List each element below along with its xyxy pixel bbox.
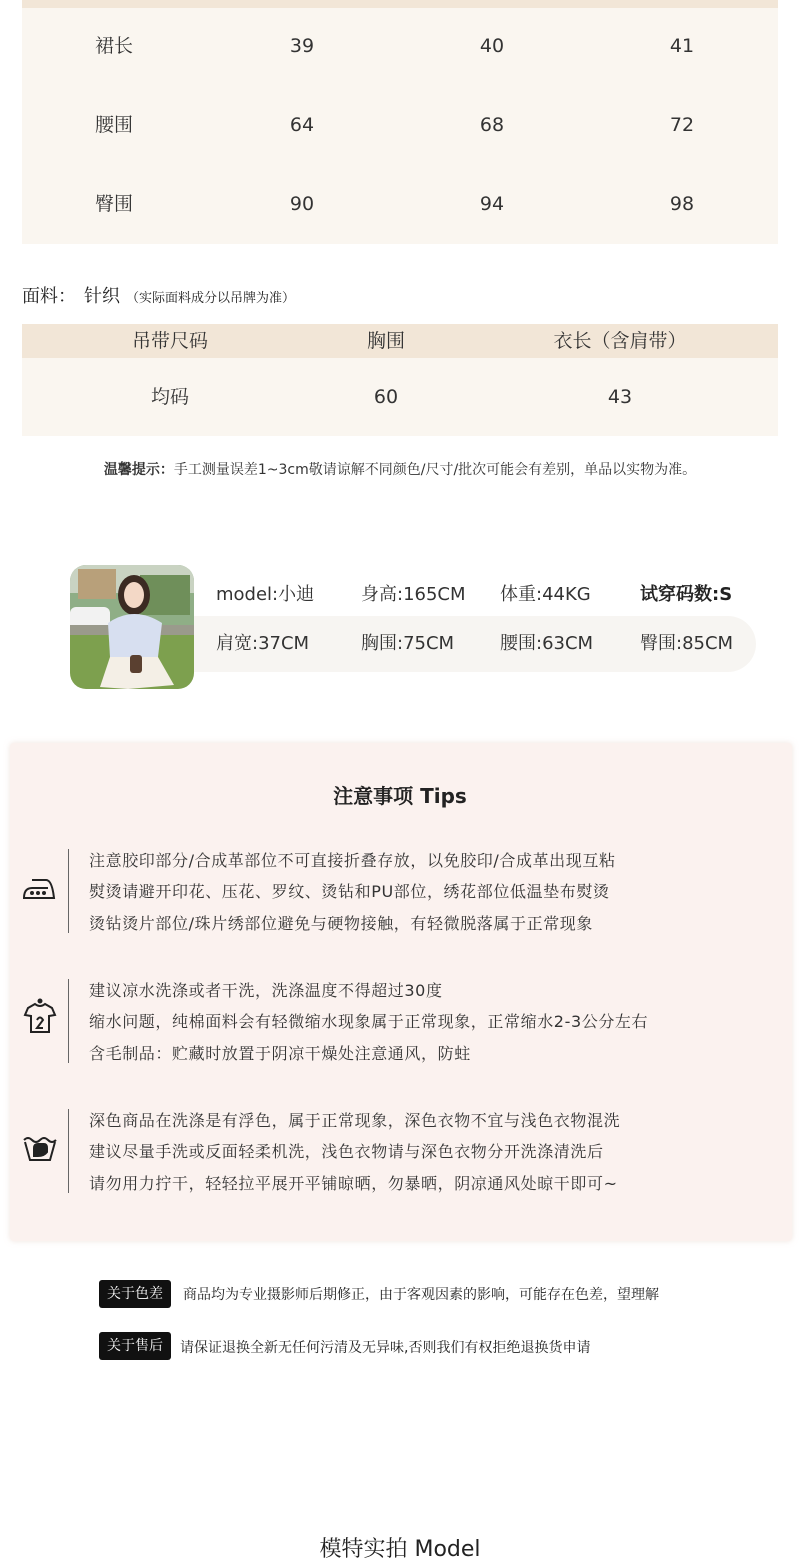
model-name: model:小迪 [216, 584, 315, 605]
table-cell: 均码 [150, 386, 189, 408]
strap-table-header [22, 324, 778, 358]
table-cell: 68 [479, 114, 505, 136]
model-chest: 胸围:75CM [361, 633, 455, 654]
model-size: 试穿码数:S [640, 584, 733, 605]
fabric-info [22, 283, 295, 311]
model-photo [70, 565, 194, 689]
next-section-title: 模特实拍 Model [319, 1537, 481, 1562]
model-shoulder: 肩宽:37CM [216, 633, 310, 654]
fabric-value: 针织 [84, 286, 120, 307]
tip-text: 缩水问题，纯棉面料会有轻微缩水现象属于正常现象，正常缩水2-3公分左右 [89, 1012, 649, 1031]
size-table [22, 8, 778, 244]
fabric-label: 面料： [22, 286, 76, 307]
tip-divider [68, 849, 69, 933]
strap-table-row [22, 358, 778, 436]
table-cell: 40 [479, 35, 505, 57]
after-sales-badge: 关于售后 [99, 1332, 171, 1360]
hand-wash-icon [20, 1126, 60, 1166]
hint-text: 手工测量误差1~3cm敬请谅解不同颜色/尺寸/批次可能会有差别，单品以实物为准。 [173, 462, 697, 478]
column-header: 衣长（含肩带） [553, 330, 687, 352]
size-table-header-strip [22, 0, 778, 8]
fabric-note: （实际面料成分以吊牌为准） [126, 291, 296, 306]
iron-icon [20, 868, 60, 908]
tip-divider [68, 1109, 69, 1193]
row-label: 腰围 [94, 114, 133, 136]
measurement-hint [0, 459, 800, 479]
table-cell: 64 [289, 114, 315, 136]
tips-title: 注意事项 Tips [333, 784, 467, 808]
tip-text: 建议凉水洗涤或者干洗，洗涤温度不得超过30度 [89, 981, 443, 1000]
tip-text: 含毛制品：贮藏时放置于阴凉干燥处注意通风，防蛀 [89, 1044, 471, 1063]
tip-text: 深色商品在洗涤是有浮色，属于正常现象，深色衣物不宜与浅色衣物混洗 [89, 1111, 621, 1130]
table-row [22, 105, 778, 145]
column-header: 吊带尺码 [131, 330, 208, 352]
tip-text: 烫钻烫片部位/珠片绣部位避免与硬物接触，有轻微脱落属于正常现象 [89, 914, 593, 933]
table-cell: 72 [669, 114, 695, 136]
model-hip: 臀围:85CM [640, 633, 734, 654]
model-weight: 体重:44KG [500, 584, 591, 605]
table-cell: 41 [669, 35, 695, 57]
table-cell: 94 [479, 193, 505, 215]
table-cell: 43 [607, 386, 633, 408]
row-label: 臀围 [94, 193, 133, 215]
table-cell: 39 [289, 35, 315, 57]
table-cell: 60 [373, 386, 399, 408]
model-card [70, 565, 760, 690]
garment-care-icon [20, 998, 60, 1038]
after-sales-text: 请保证退换全新无任何污清及无异味,否则我们有权拒绝退换货申请 [180, 1340, 591, 1356]
table-row [22, 184, 778, 224]
tip-text: 注意胶印部分/合成革部位不可直接折叠存放，以免胶印/合成革出现互粘 [89, 851, 616, 870]
color-difference-badge: 关于色差 [99, 1280, 171, 1308]
tip-text: 请勿用力拧干，轻轻拉平展开平铺晾晒，勿暴晒，阴凉通风处晾干即可~ [89, 1174, 618, 1193]
tip-text: 熨烫请避开印花、压花、罗纹、烫钻和PU部位，绣花部位低温垫布熨烫 [89, 882, 610, 901]
table-row [22, 26, 778, 66]
table-cell: 90 [289, 193, 315, 215]
hint-label: 温馨提示： [103, 462, 174, 478]
color-difference-text: 商品均为专业摄影师后期修正，由于客观因素的影响，可能存在色差，望理解 [183, 1287, 659, 1303]
tip-divider [68, 979, 69, 1063]
row-label: 裙长 [94, 35, 133, 57]
model-waist: 腰围:63CM [500, 633, 594, 654]
column-header: 胸围 [366, 330, 405, 352]
table-cell: 98 [669, 193, 695, 215]
model-height: 身高:165CM [361, 584, 466, 605]
tip-text: 建议尽量手洗或反面轻柔机洗，浅色衣物请与深色衣物分开洗涤清洗后 [89, 1142, 604, 1161]
